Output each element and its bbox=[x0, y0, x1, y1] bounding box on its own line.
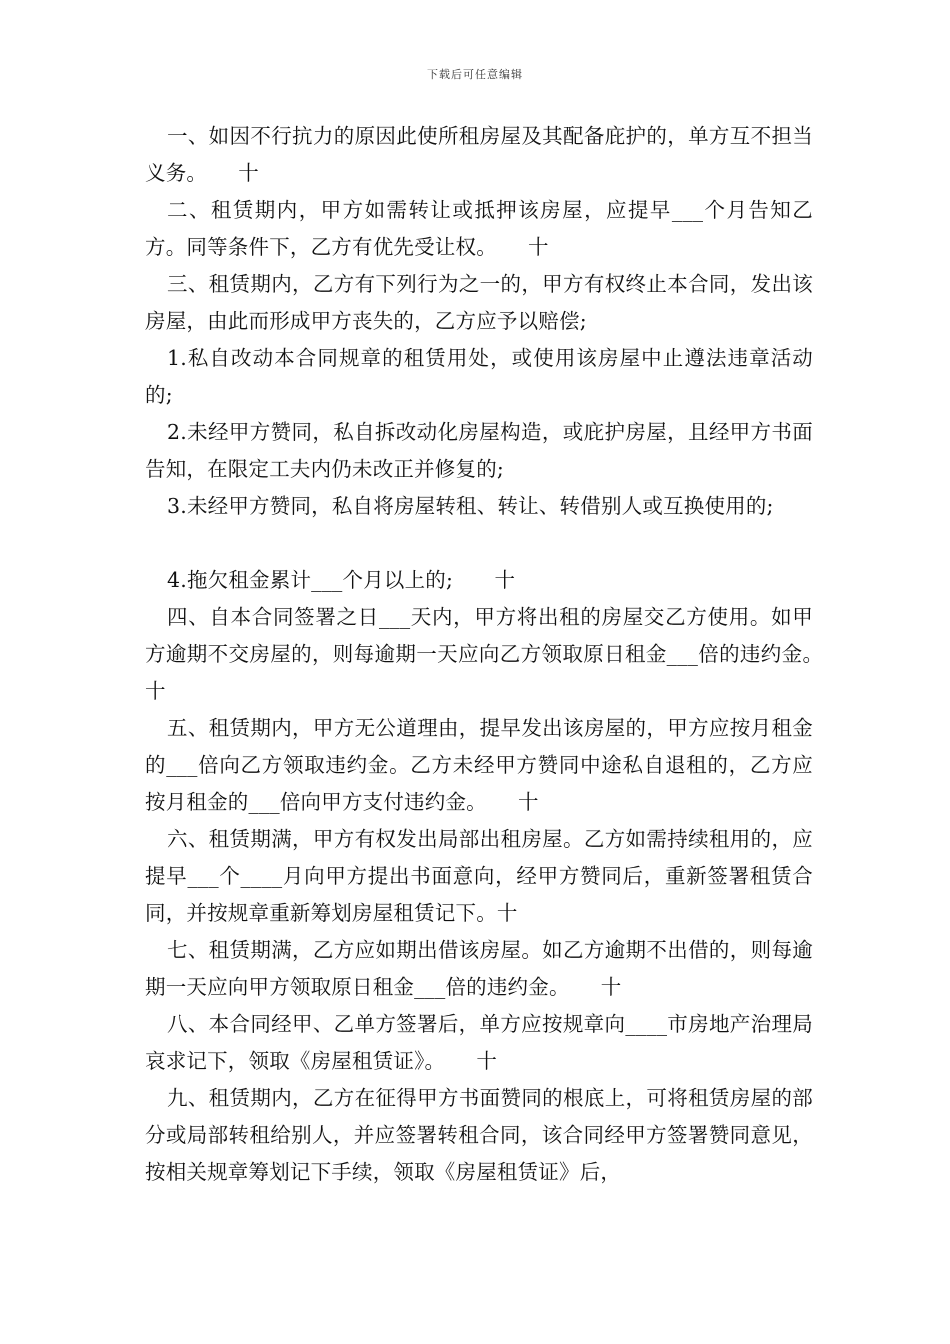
clause-3-item-1: 1.私自改动本合同规章的租赁用处，或使用该房屋中止遵法违章活动的; bbox=[145, 346, 813, 407]
document-body bbox=[145, 118, 855, 1191]
clause-3-termination: 三、租赁期内，乙方有下列行为之一的，甲方有权终止本合同，发出该房屋，由此而形成甲方丧失的，乙方应予以赔偿; bbox=[145, 272, 813, 333]
clause-1-force-majeure: 一、如因不行抗力的原因此使所租房屋及其配备庇护的，单方互不担当义务。 十 bbox=[145, 124, 813, 185]
clause-4-delivery: 四、自本合同签署之日___天内，甲方将出租的房屋交乙方使用。如甲方逾期不交房屋的，则每逾期一天应向乙方领取原日租金___倍的违约金。 十 bbox=[145, 605, 855, 703]
clause-7-return: 七、租赁期满，乙方应如期出借该房屋。如乙方逾期不出借的，则每逾期一天应向甲方领取原日租金___倍的违约金。 十 bbox=[145, 938, 813, 999]
clause-9-sublease: 九、租赁期内，乙方在征得甲方书面赞同的根底上，可将租赁房屋的部分或局部转租给别人，并应签署转租合同，该合同经甲方签署赞同意见，按相关规章筹划记下手续，领取《房屋租赁证》后， bbox=[145, 1086, 813, 1184]
clause-3-item-4: 4.拖欠租金累计___个月以上的; 十 bbox=[167, 568, 516, 592]
clause-3-item-2: 2.未经甲方赞同，私自拆改动化房屋构造，或庇护房屋，且经甲方书面告知，在限定工夫内仍未改正并修复的; bbox=[145, 420, 813, 481]
clause-2-transfer: 二、租赁期内，甲方如需转让或抵押该房屋，应提早___个月告知乙方。同等条件下，乙方有优先受让权。 十 bbox=[145, 198, 813, 259]
clause-5-early-termination: 五、租赁期内，甲方无公道理由，提早发出该房屋的，甲方应按月租金的___倍向乙方领取违约金。乙方未经甲方赞同中途私自退租的，乙方应按月租金的___倍向甲方支付违约金。 十 bbox=[145, 716, 813, 814]
clause-8-registration: 八、本合同经甲、乙单方签署后，单方应按规章向____市房地产治理局哀求记下，领取《房屋租赁证》。 十 bbox=[145, 1012, 813, 1073]
page-header: 下载后可任意编辑 bbox=[427, 68, 523, 81]
clause-6-renewal: 六、租赁期满，甲方有权发出局部出租房屋。乙方如需持续租用的，应提早___个____月向甲方提出书面意向，经甲方赞同后，重新签署租赁合同，并按规章重新筹划房屋租赁记下。十 bbox=[145, 827, 813, 925]
clause-3-item-3: 3.未经甲方赞同，私自将房屋转租、转让、转借别人或互换使用的; bbox=[167, 494, 774, 518]
